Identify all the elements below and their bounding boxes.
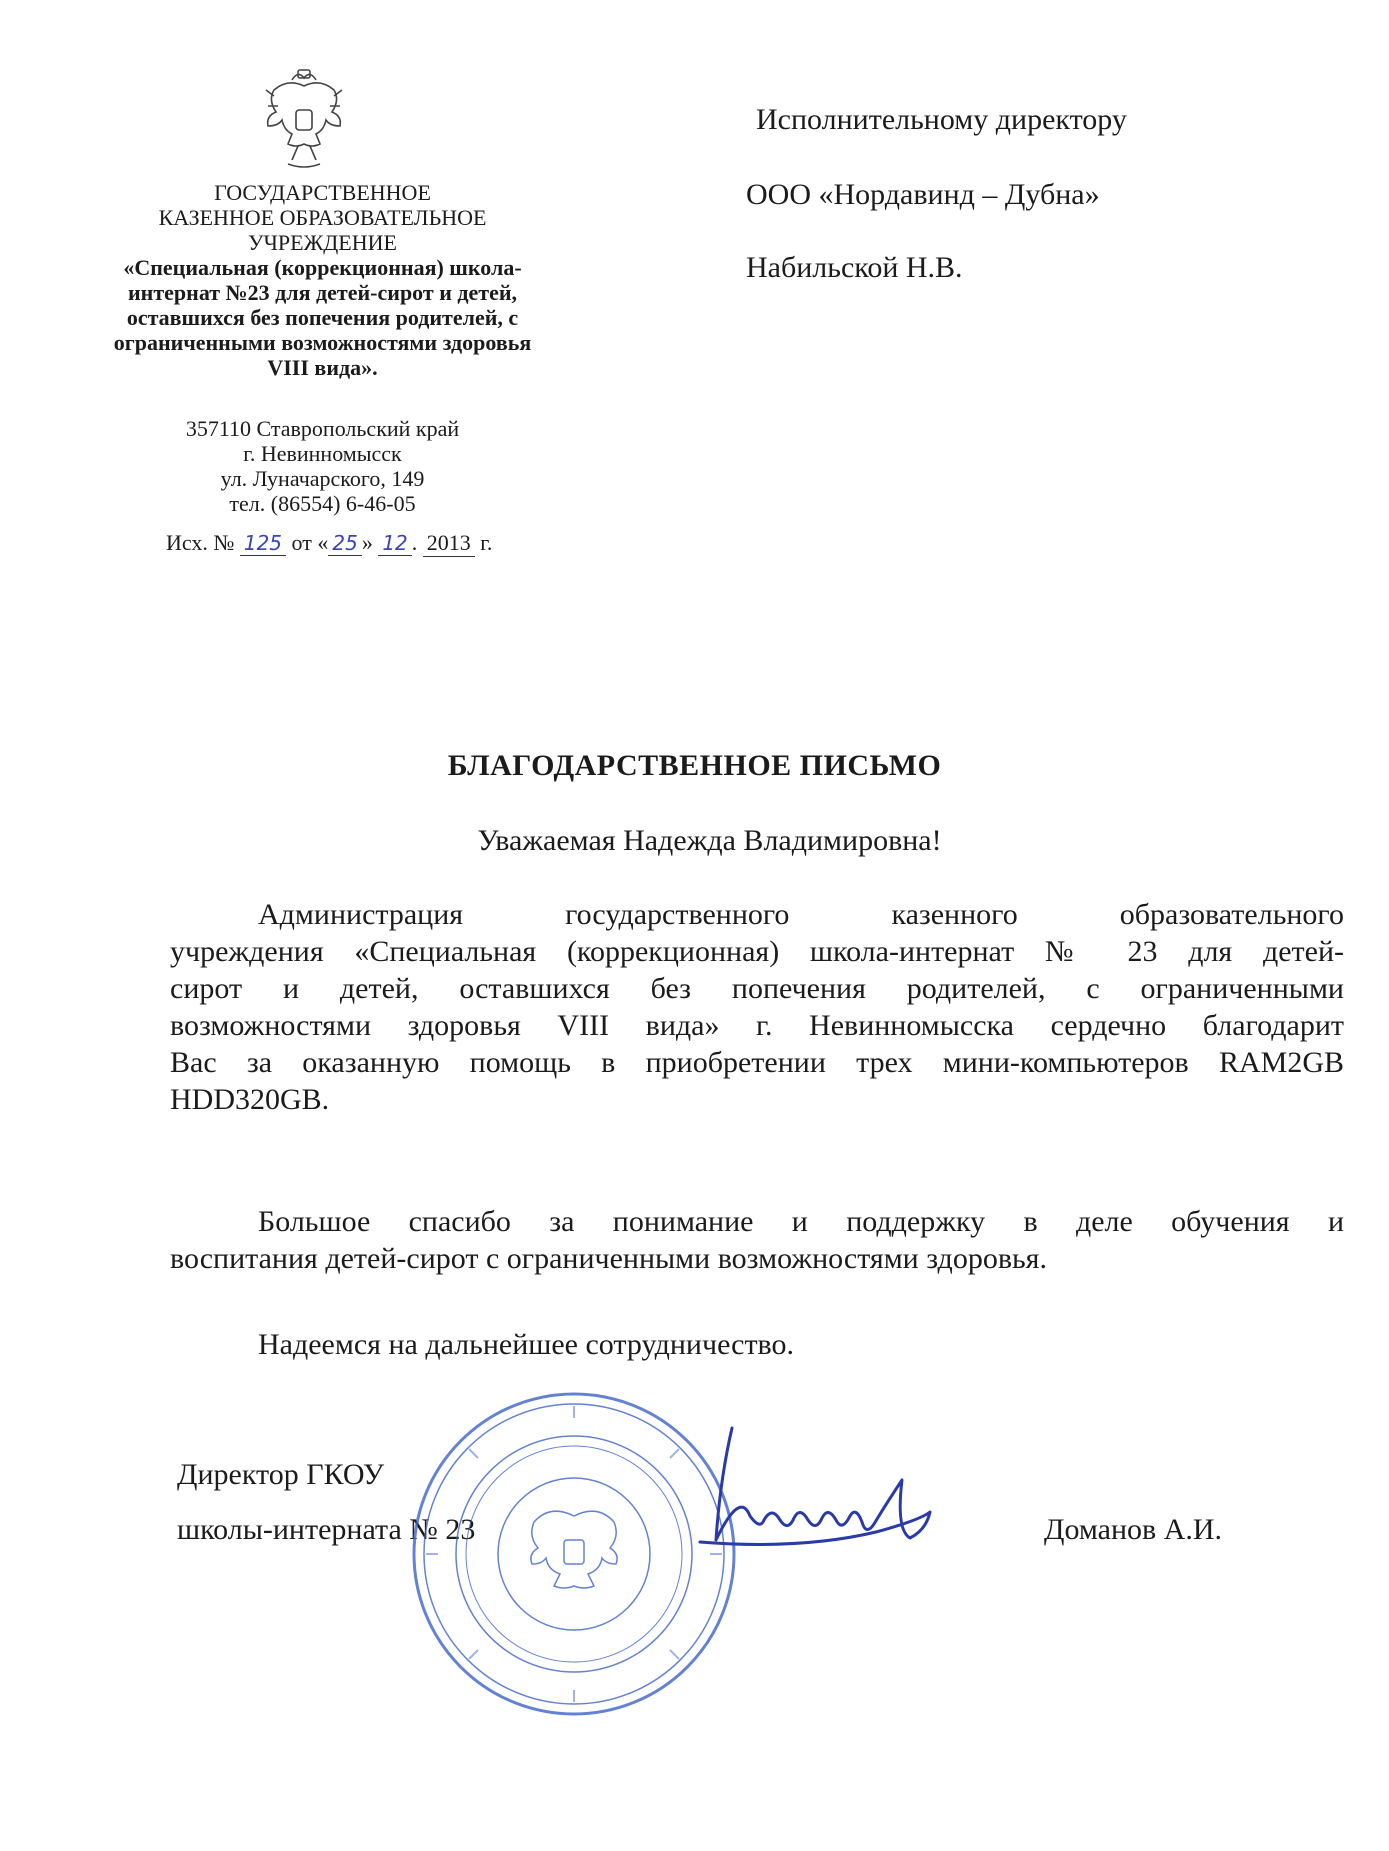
body-line: Большое спасибо за понимание и поддержку в деле обучения и <box>258 1205 1344 1238</box>
ref-from: от « <box>291 530 329 555</box>
body-line: HDD320GB. <box>170 1083 330 1116</box>
letter-title: БЛАГОДАРСТВЕННОЕ ПИСЬМО <box>447 749 942 782</box>
sender-name-line: интернат №23 для детей-сирот и детей, <box>127 280 518 305</box>
body-line: учреждения «Специальная (коррекционная) школа-интернат № 23 для детей- <box>170 935 1344 968</box>
salutation: Уважаемая Надежда Владимировна! <box>477 824 942 857</box>
sender-line: КАЗЕННОЕ ОБРАЗОВАТЕЛЬНОЕ <box>158 205 487 230</box>
sender-name-line: «Специальная (коррекционная) школа- <box>123 255 522 280</box>
paragraph-3 <box>170 1326 1344 1363</box>
ref-number: 125 <box>240 531 286 556</box>
address-line: тел. (86554) 6-46-05 <box>229 491 416 516</box>
signer-name: Доманов А.И. <box>1044 1513 1223 1546</box>
coat-of-arms-icon <box>258 66 350 171</box>
ref-prefix: Исх. № <box>166 530 235 555</box>
sender-name-line: оставшихся без попечения родителей, с <box>126 305 519 330</box>
ref-day: 25 <box>328 531 361 556</box>
body-line: возможностями здоровья VIII вида» г. Невинномысска сердечно благодарит <box>170 1009 1344 1042</box>
recipient-position: Исполнительному директору <box>756 103 1127 136</box>
address-line: ул. Луначарского, 149 <box>220 466 425 491</box>
sender-address <box>60 416 585 516</box>
paragraph-1 <box>170 896 1344 1118</box>
ref-mid: » <box>361 530 373 555</box>
ref-month: 12 <box>378 531 411 556</box>
outgoing-reference: Исх. № 125 от « 25 » 12 . 2013 г. <box>166 530 493 555</box>
sender-block <box>60 180 585 380</box>
signer-title-line: Директор ГКОУ <box>177 1458 385 1491</box>
ref-suffix: г. <box>480 530 493 555</box>
signer-title-line: школы-интерната № 23 <box>177 1513 476 1546</box>
body-line: Вас за оказанную помощь в приобретении трех мини-компьютеров RAM2GB <box>170 1046 1344 1079</box>
sender-line: УЧРЕЖДЕНИЕ <box>248 230 397 255</box>
body-line: сирот и детей, оставшихся без попечения родителей, с ограниченными <box>170 972 1344 1005</box>
body-line: воспитания детей-сирот с ограниченными возможностями здоровья. <box>170 1242 1047 1275</box>
paragraph-2 <box>170 1203 1344 1277</box>
handwritten-signature-icon <box>680 1420 950 1610</box>
recipient-company: ООО «Нордавинд – Дубна» <box>746 178 1100 211</box>
address-line: г. Невинномысск <box>243 441 402 466</box>
sender-line: ГОСУДАРСТВЕННОЕ <box>214 180 431 205</box>
recipient-name: Набильской Н.В. <box>746 251 963 284</box>
address-line: 357110 Ставропольский край <box>185 416 460 441</box>
sender-name-line: ограниченными возможностями здоровья <box>113 330 532 355</box>
ref-year: 2013 <box>423 530 475 557</box>
body-line: Надеемся на дальнейшее сотрудничество. <box>258 1328 795 1361</box>
body-line: Администрация государственного казенного образовательного <box>258 898 1344 931</box>
sender-name-line: VIII вида». <box>267 355 378 380</box>
